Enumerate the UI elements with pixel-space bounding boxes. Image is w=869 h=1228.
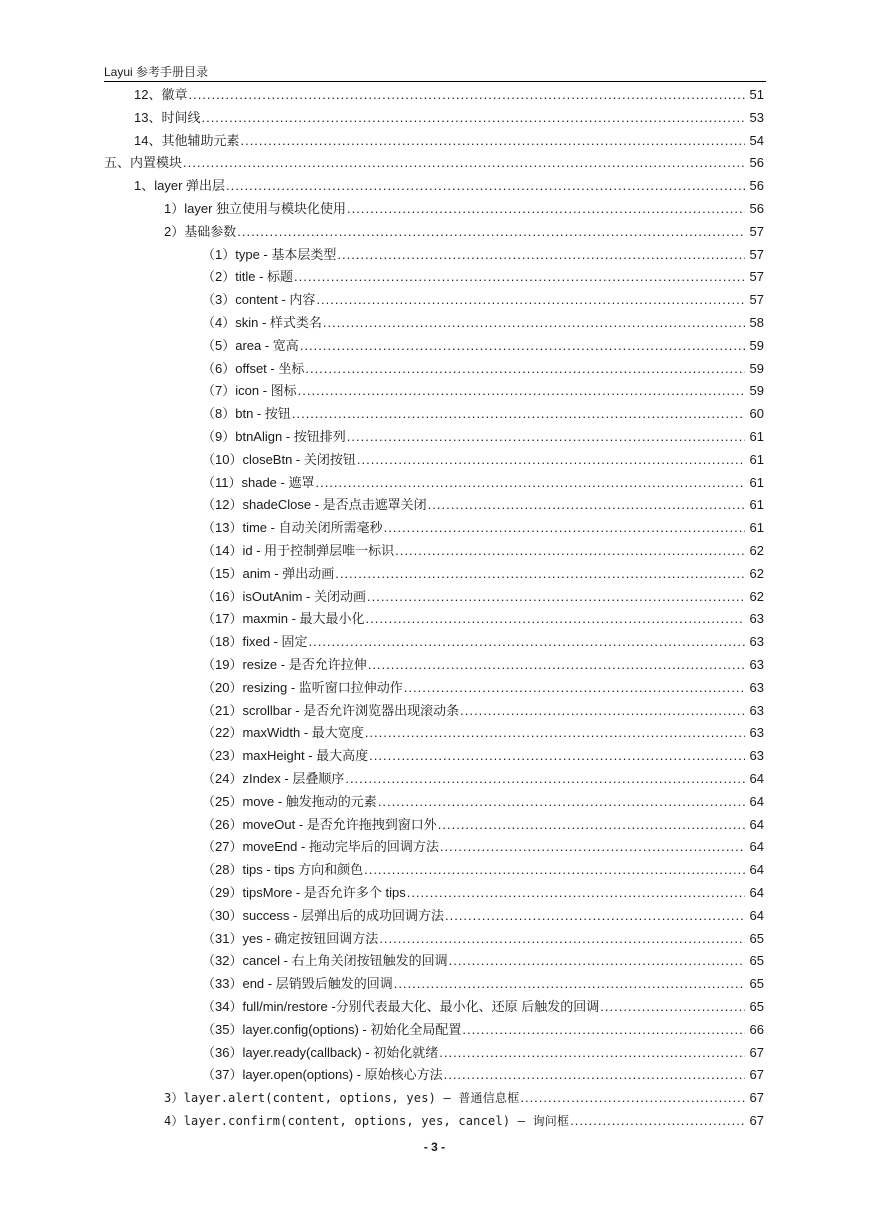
toc-dot-leader	[407, 882, 745, 905]
toc-entry[interactable]	[202, 517, 764, 540]
toc-entry-title: 14、其他辅助元素	[134, 132, 240, 148]
toc-entry-page: 60	[749, 406, 764, 422]
toc-entry[interactable]	[202, 791, 764, 814]
toc-dot-leader	[308, 631, 745, 654]
toc-entry[interactable]	[202, 449, 764, 472]
toc-entry-title: （30）success - 层弹出后的成功回调方法	[202, 907, 444, 923]
toc-dot-leader	[438, 814, 745, 837]
toc-entry-page: 62	[749, 565, 764, 581]
toc-entry[interactable]	[202, 335, 764, 358]
toc-dot-leader	[366, 608, 745, 631]
toc-entry-title: （26）moveOut - 是否允许拖拽到窗口外	[202, 816, 437, 832]
header-rule	[104, 81, 766, 82]
toc-entry-page: 59	[749, 360, 764, 376]
toc-entry-page: 62	[749, 543, 764, 558]
toc-entry[interactable]	[202, 494, 764, 517]
toc-dot-leader	[379, 928, 745, 951]
toc-entry-title: 13、时间线	[134, 109, 201, 125]
toc-entry-page: 63	[749, 748, 764, 764]
toc-entry-page: 57	[749, 246, 764, 262]
toc-entry-page: 67	[749, 1067, 764, 1083]
toc-entry-title: （14）id - 用于控制弹层唯一标识	[202, 543, 395, 558]
toc-entry-page: 51	[749, 87, 764, 102]
toc-entry-page: 63	[749, 725, 764, 741]
toc-entry[interactable]	[202, 722, 764, 745]
toc-dot-leader	[240, 130, 745, 153]
toc-entry-title: （28）tips - tips 方向和颜色	[202, 862, 364, 878]
toc-dot-leader	[315, 472, 745, 495]
toc-dot-leader	[323, 312, 745, 335]
toc-entry[interactable]	[202, 631, 764, 654]
toc-entry[interactable]	[202, 859, 764, 882]
toc-entry-title: （16）isOutAnim - 关闭动画	[202, 588, 366, 604]
toc-entry-title: （36）layer.ready(callback) - 初始化就绪	[202, 1044, 439, 1060]
toc-entry-title: （8）btn - 按钮	[202, 406, 291, 422]
toc-entry[interactable]	[202, 540, 764, 563]
toc-dot-leader	[384, 517, 745, 540]
toc-entry-title: （9）btnAlign - 按钮排列	[202, 429, 346, 444]
toc-dot-leader	[570, 1110, 745, 1133]
toc-entry-page: 57	[749, 292, 764, 308]
toc-entry-page: 63	[749, 702, 764, 718]
header-title: Layui 参考手册目录	[104, 65, 209, 79]
toc-entry[interactable]	[202, 928, 764, 951]
toc-entry-page: 63	[749, 611, 764, 627]
toc-entry[interactable]	[202, 700, 764, 723]
toc-entry-title: （6）offset - 坐标	[202, 360, 305, 376]
toc-dot-leader	[394, 973, 745, 996]
toc-entry[interactable]	[202, 654, 764, 677]
toc-dot-leader	[298, 380, 745, 403]
toc-entry-title: （1）type - 基本层类型	[202, 246, 337, 262]
toc-entry[interactable]	[202, 358, 764, 381]
toc-entry-page: 61	[749, 497, 764, 513]
toc-dot-leader	[404, 677, 745, 700]
toc-dot-leader	[337, 244, 745, 267]
toc-dot-leader	[188, 84, 745, 107]
toc-dot-leader	[345, 768, 745, 791]
toc-entry[interactable]	[202, 608, 764, 631]
toc-dot-leader	[347, 426, 745, 449]
toc-entry-title: （2）title - 标题	[202, 269, 294, 285]
toc-entry-title: （25）move - 触发拖动的元素	[202, 793, 377, 809]
toc-entry-page: 64	[749, 885, 764, 900]
toc-entry[interactable]	[202, 1042, 764, 1065]
toc-entry[interactable]	[164, 1110, 764, 1133]
toc-dot-leader	[305, 358, 745, 381]
toc-entry-page: 67	[749, 1113, 764, 1128]
toc-entry[interactable]	[202, 1019, 764, 1042]
toc-entry-page: 67	[749, 1044, 764, 1060]
toc-entry[interactable]	[202, 266, 764, 289]
toc-entry-title: （15）anim - 弹出动画	[202, 565, 335, 581]
toc-entry-title: 2）基础参数	[164, 223, 237, 239]
toc-entry-title: （23）maxHeight - 最大高度	[202, 748, 369, 764]
toc-entry[interactable]	[202, 745, 764, 768]
toc-entry[interactable]	[202, 426, 764, 449]
toc-entry-title: （12）shadeClose - 是否点击遮罩关闭	[202, 497, 427, 513]
toc-entry-title: （37）layer.open(options) - 原始核心方法	[202, 1067, 443, 1083]
toc-entry-title: （24）zIndex - 层叠顺序	[202, 771, 345, 786]
toc-entry-page: 61	[749, 451, 764, 467]
toc-dot-leader	[292, 403, 745, 426]
toc-dot-leader	[357, 449, 745, 472]
toc-entry-page: 61	[749, 474, 764, 490]
toc-dot-leader	[462, 1019, 745, 1042]
toc-dot-leader	[378, 791, 745, 814]
toc-entry-title: （32）cancel - 右上角关闭按钮触发的回调	[202, 953, 448, 969]
toc-dot-leader	[226, 175, 745, 198]
toc-entry[interactable]	[202, 312, 764, 335]
toc-dot-leader	[439, 1042, 745, 1065]
toc-entry[interactable]	[202, 882, 764, 905]
toc-entry-title: （19）resize - 是否允许拉伸	[202, 657, 367, 672]
toc-dot-leader	[600, 996, 745, 1019]
toc-dot-leader	[316, 289, 745, 312]
toc-entry-page: 61	[749, 429, 764, 444]
toc-entry-title: （22）maxWidth - 最大宽度	[202, 725, 364, 741]
toc-entry-title: （3）content - 内容	[202, 292, 316, 308]
toc-dot-leader	[201, 107, 745, 130]
toc-entry[interactable]	[202, 950, 764, 973]
toc-entry-title: （31）yes - 确定按钮回调方法	[202, 930, 379, 946]
toc-entry-title: （35）layer.config(options) - 初始化全局配置	[202, 1021, 462, 1037]
toc-entry[interactable]	[104, 152, 764, 175]
toc-entry-page: 61	[749, 520, 764, 536]
toc-entry[interactable]	[202, 380, 764, 403]
toc-entry-page: 65	[749, 930, 764, 946]
toc-entry-title: （34）full/min/restore -分别代表最大化、最小化、还原 后触发的回调	[202, 999, 600, 1014]
toc-entry[interactable]	[202, 996, 764, 1019]
toc-dot-leader	[237, 221, 745, 244]
toc-entry-page: 57	[749, 269, 764, 285]
toc-dot-leader	[294, 266, 745, 289]
toc-entry-page: 63	[749, 679, 764, 695]
toc-entry-title: 1、layer 弹出层	[134, 178, 226, 194]
toc-entry-title: （5）area - 宽高	[202, 337, 299, 353]
toc-entry-page: 59	[749, 337, 764, 353]
toc-entry[interactable]	[202, 814, 764, 837]
toc-entry[interactable]	[202, 472, 764, 495]
toc-entry-page: 59	[749, 383, 764, 399]
toc-entry[interactable]	[202, 289, 764, 312]
toc-dot-leader	[440, 836, 745, 859]
toc-dot-leader	[347, 198, 745, 221]
toc-entry-page: 65	[749, 999, 764, 1014]
toc-entry-title: （17）maxmin - 最大最小化	[202, 611, 365, 627]
toc-entry-title: （18）fixed - 固定	[202, 634, 308, 650]
toc-entry[interactable]	[134, 175, 764, 198]
toc-entry-page: 63	[749, 657, 764, 672]
toc-entry[interactable]	[202, 403, 764, 426]
toc-entry-title: 12、徽章	[134, 87, 188, 102]
toc-entry[interactable]	[202, 586, 764, 609]
toc-entry-title: 1）layer 独立使用与模块化使用	[164, 201, 347, 216]
toc-entry-page: 64	[749, 771, 764, 786]
toc-entry-title: 五、内置模块	[104, 155, 183, 171]
toc-dot-leader	[444, 1064, 745, 1087]
toc-entry-page: 65	[749, 953, 764, 969]
toc-dot-leader	[364, 859, 745, 882]
toc-entry-title: （11）shade - 遮罩	[202, 474, 315, 490]
toc-entry-page: 66	[749, 1021, 764, 1037]
toc-entry-page: 64	[749, 862, 764, 878]
toc-dot-leader	[368, 654, 745, 677]
toc-entry-page: 56	[749, 201, 764, 216]
toc-entry-title: （21）scrollbar - 是否允许浏览器出现滚动条	[202, 702, 460, 718]
toc-dot-leader	[395, 540, 745, 563]
toc-entry-title: （33）end - 层销毁后触发的回调	[202, 976, 393, 992]
toc-dot-leader	[300, 335, 745, 358]
toc-dot-leader	[460, 700, 745, 723]
toc-entry-title: （20）resizing - 监听窗口拉伸动作	[202, 679, 403, 695]
toc-dot-leader	[428, 494, 745, 517]
toc-entry[interactable]	[164, 198, 764, 221]
page-header	[104, 64, 766, 82]
toc-entry-page: 65	[749, 976, 764, 992]
toc-entry-page: 64	[749, 907, 764, 923]
toc-entry-page: 64	[749, 793, 764, 809]
toc-dot-leader	[445, 905, 745, 928]
toc-entry[interactable]	[202, 244, 764, 267]
toc-entry-page: 64	[749, 816, 764, 832]
toc-entry[interactable]	[202, 768, 764, 791]
toc-entry-title: 3）layer.alert(content, options, yes) – 普通信息框	[164, 1091, 520, 1106]
toc-dot-leader	[369, 745, 745, 768]
toc-dot-leader	[449, 950, 745, 973]
toc-dot-leader	[520, 1087, 745, 1110]
toc-entry-page: 56	[749, 155, 764, 171]
toc-dot-leader	[365, 722, 745, 745]
toc-entry-page: 53	[749, 109, 764, 125]
toc-entry[interactable]	[164, 221, 764, 244]
toc-entry[interactable]	[202, 973, 764, 996]
toc-dot-leader	[367, 586, 745, 609]
toc-entry-page: 57	[749, 223, 764, 239]
toc-entry-title: 4）layer.confirm(content, options, yes, cancel) – 询问框	[164, 1114, 570, 1128]
page-footer	[0, 1140, 869, 1154]
toc-entry[interactable]	[134, 107, 764, 130]
toc-entry[interactable]	[164, 1087, 764, 1110]
toc-entry-title: （4）skin - 样式类名	[202, 315, 322, 330]
toc-entry-page: 67	[749, 1090, 764, 1106]
toc-dot-leader	[183, 152, 745, 175]
toc-entry[interactable]	[202, 1064, 764, 1087]
toc-entry-page: 58	[749, 315, 764, 330]
toc-dot-leader	[335, 563, 745, 586]
toc-entry-page: 56	[749, 178, 764, 194]
toc-entry-title: （7）icon - 图标	[202, 383, 297, 399]
toc-entry-page: 62	[749, 588, 764, 604]
toc-entry[interactable]	[202, 836, 764, 859]
toc-entry[interactable]	[202, 563, 764, 586]
toc-entry[interactable]	[202, 905, 764, 928]
toc-entry-title: （29）tipsMore - 是否允许多个 tips	[202, 885, 406, 900]
toc-entry-page: 64	[749, 839, 764, 855]
page-number: - 3 -	[423, 1140, 446, 1154]
toc-entry-title: （13）time - 自动关闭所需毫秒	[202, 520, 383, 536]
toc-entry-title: （27）moveEnd - 拖动完毕后的回调方法	[202, 839, 439, 855]
toc-entry[interactable]	[202, 677, 764, 700]
toc-entry-page: 63	[749, 634, 764, 650]
toc-entry-title: （10）closeBtn - 关闭按钮	[202, 451, 356, 467]
toc-entry[interactable]	[134, 130, 764, 153]
toc-entry[interactable]	[134, 84, 764, 107]
toc-entry-page: 54	[749, 132, 764, 148]
